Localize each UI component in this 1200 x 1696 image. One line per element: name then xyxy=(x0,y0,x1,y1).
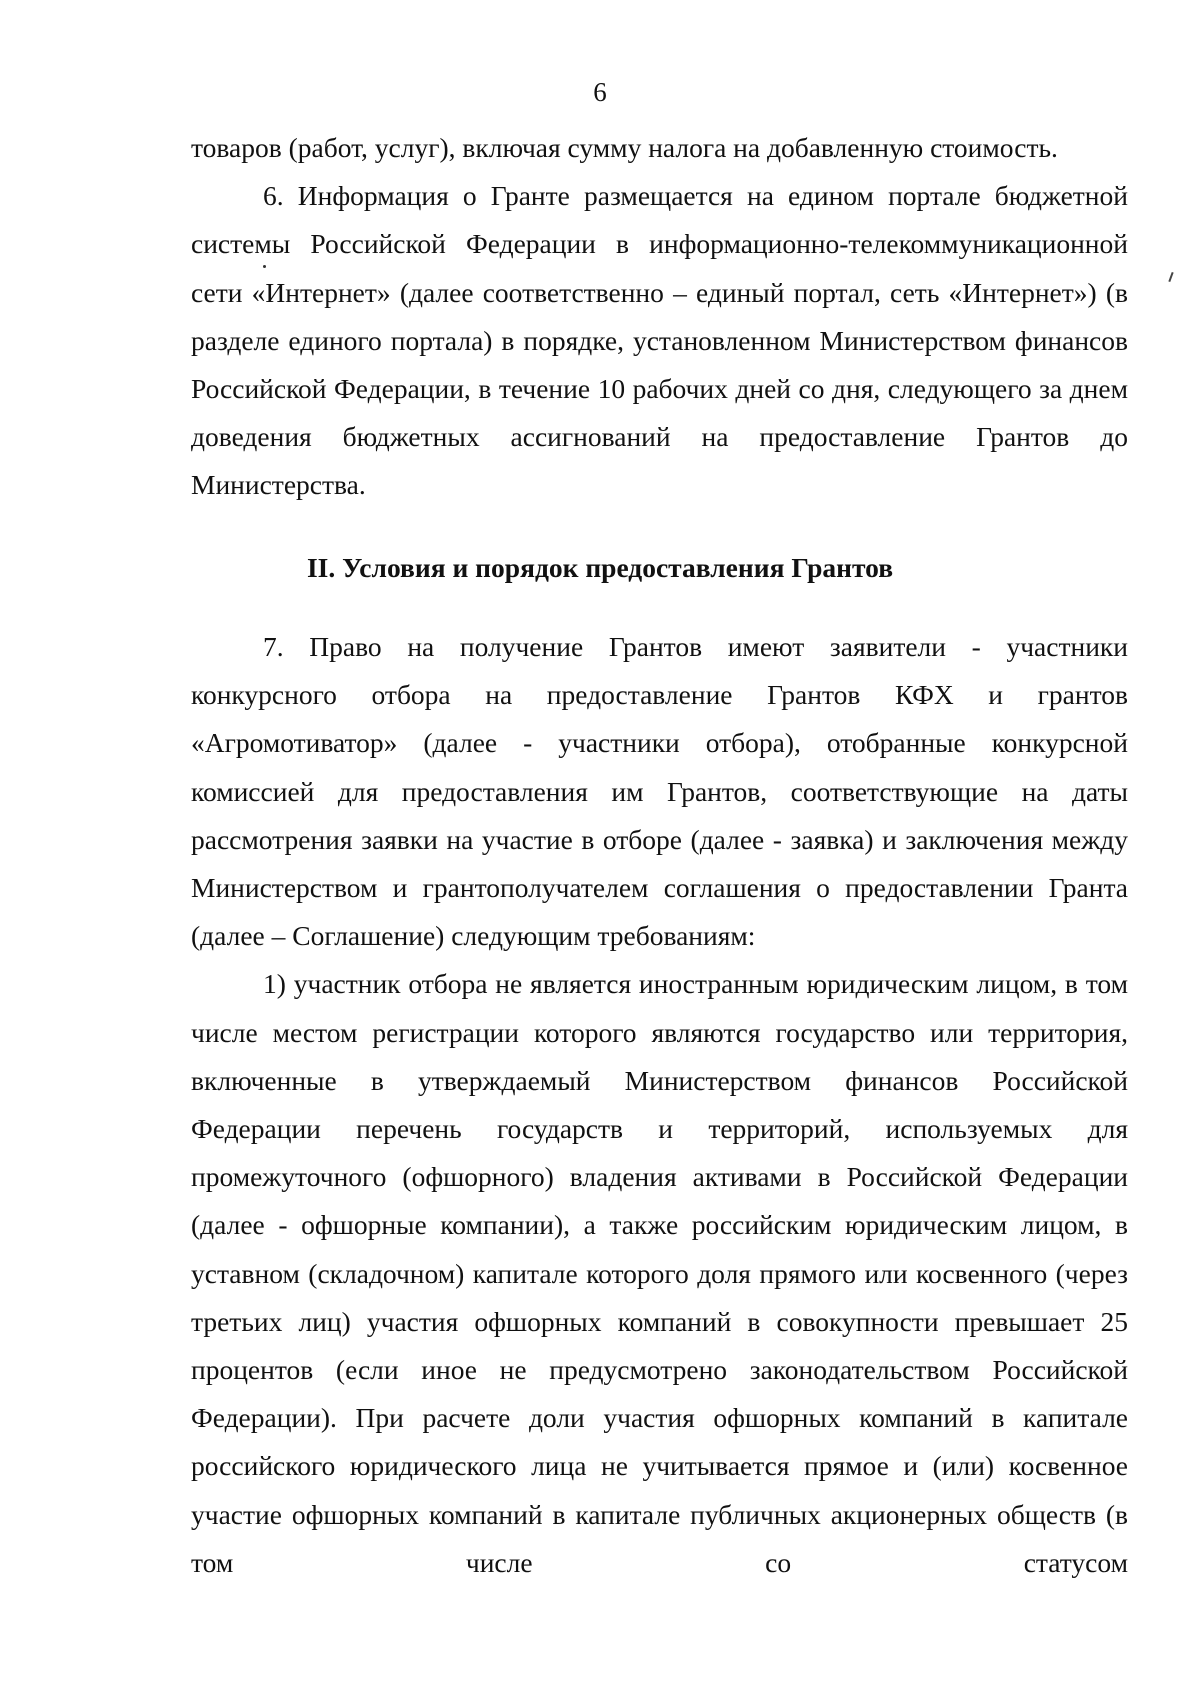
intro-line: товаров (работ, услуг), включая сумму налога на добавленную стоимость. xyxy=(191,132,1058,163)
scan-speck-mark xyxy=(263,265,266,268)
item-1: 1) участник отбора не является иностранным юридическим лицом, в том числе местом регистрации которого являются государство или территория, включенные в утверждаемый Министерством финансов Российской Федерации перечень государств и территорий, используемых для промежуточного (офшорного) владения активами в Российской Федерации (далее - офшорные компании), а также российским юридическим лицом, в уставном (складочном) капитале которого доля прямого или косвенного (через третьих лиц) участия офшорных компаний в совокупности превышает 25 процентов (если иное не предусмотрено законодательством Российской Федерации). При расчете доли участия офшорных компаний в капитале российского юридического лица не учитывается прямое и (или) косвенное участие офшорных компаний в капитале публичных акционерных обществ (в том числе со статусом xyxy=(191,968,1128,1578)
text-block-upper xyxy=(191,124,1128,510)
paragraph-6: 6. Информация о Гранте размещается на едином портале бюджетной системы Российской Федерации в информационно-телекоммуникационной сети «Интернет» (далее соответственно – единый портал, сеть «Интернет») (в разделе единого портала) в порядке, установленном Министерством финансов Российской Федерации, в течение 10 рабочих дней со дня, следующего за днем доведения бюджетных ассигнований на предоставление Грантов до Министерства. xyxy=(191,180,1128,501)
paragraph-7: 7. Право на получение Грантов имеют заявители - участники конкурсного отбора на предоставление Грантов КФХ и грантов «Агромотиватор» (далее - участники отбора), отобранные конкурсной комиссией для предоставления им Грантов, соответствующие на даты рассмотрения заявки на участие в отборе (далее - заявка) и заключения между Министерством и грантополучателем соглашения о предоставлении Гранта (далее – Соглашение) следующим требованиям: xyxy=(191,631,1128,952)
page-number: 6 xyxy=(593,77,607,107)
margin-pen-mark xyxy=(1168,272,1173,282)
text-block-lower xyxy=(191,623,1128,1587)
section-heading: II. Условия и порядок предоставления Грантов xyxy=(306,552,894,583)
